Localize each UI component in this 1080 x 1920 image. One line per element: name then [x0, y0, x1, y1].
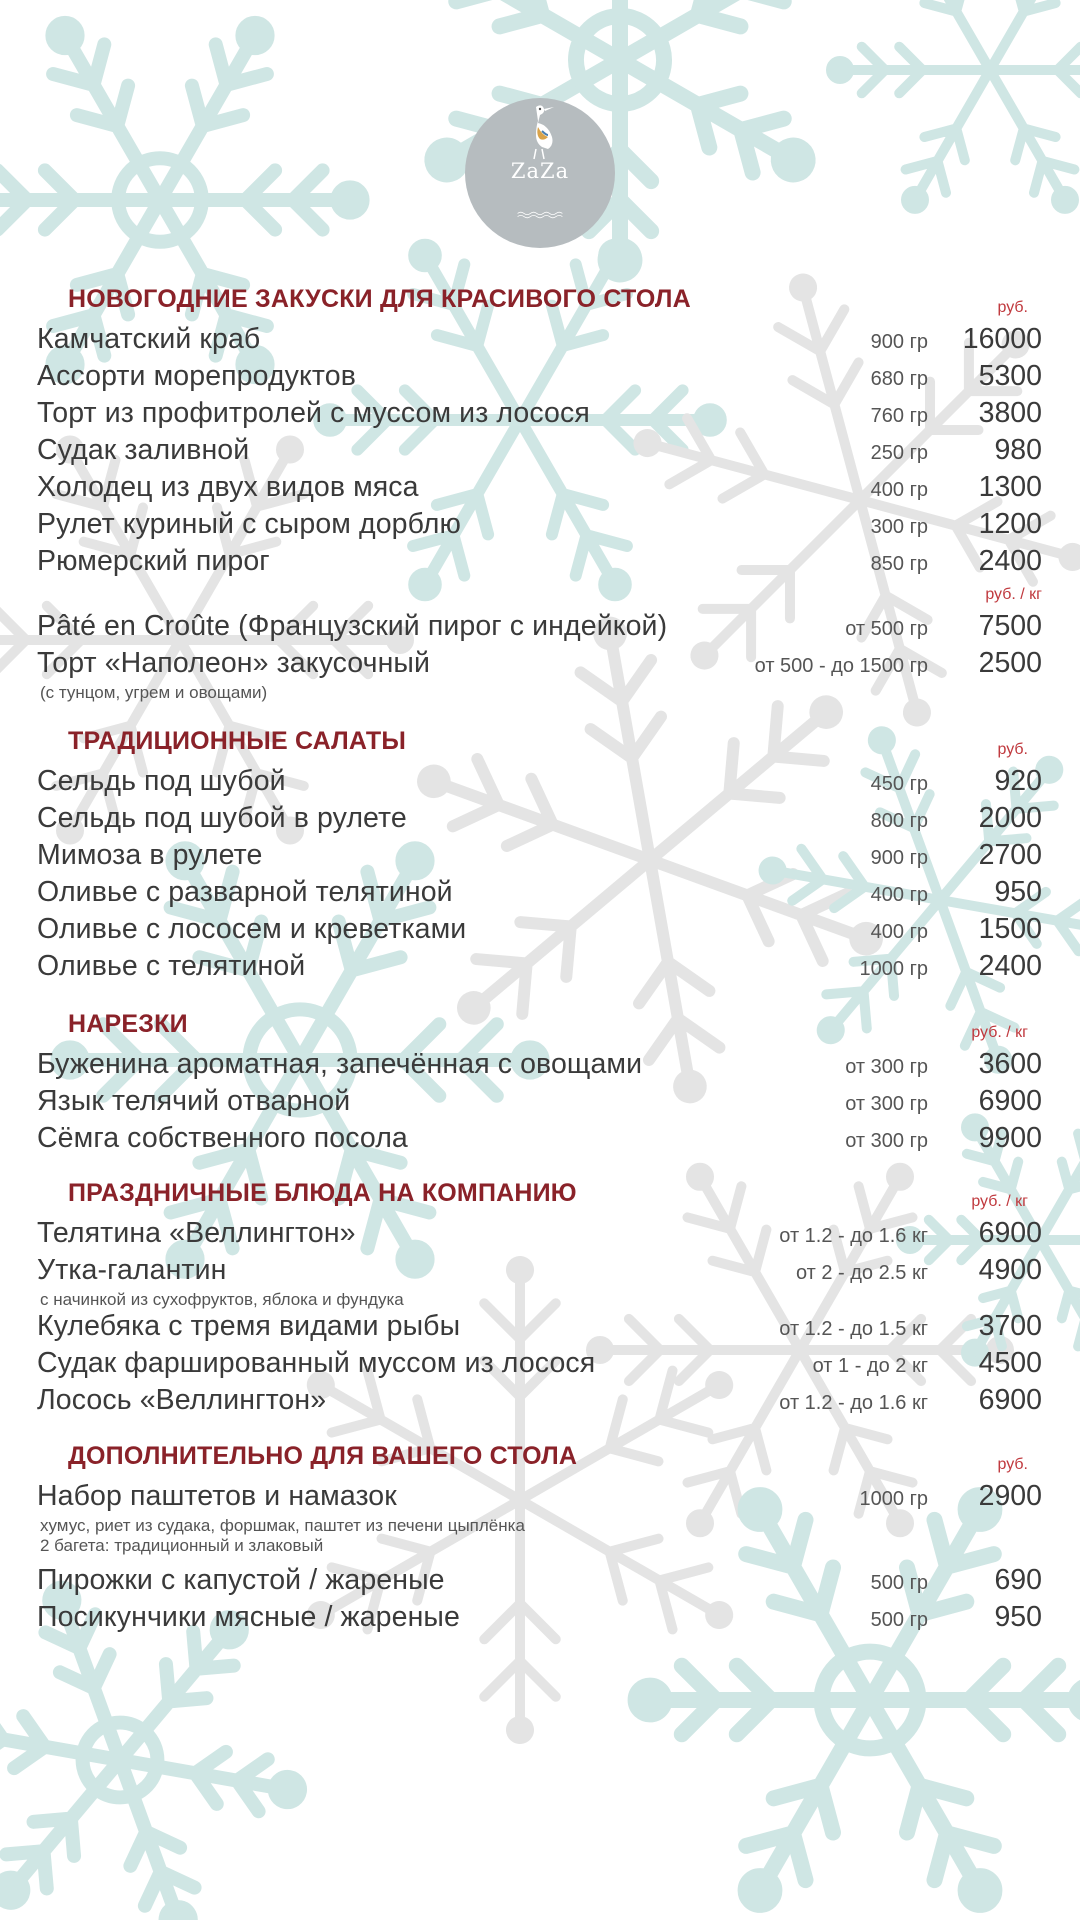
menu-item [0, 913, 1080, 950]
menu-item [0, 1480, 1080, 1564]
item-name: Холодец из двух видов мяса [37, 471, 419, 503]
item-weight: 680 гр [870, 368, 928, 390]
section-header [0, 1008, 1080, 1048]
menu-item [0, 397, 1080, 434]
item-price: 5300 [978, 360, 1042, 392]
menu-item [0, 471, 1080, 508]
menu-item [0, 1384, 1080, 1421]
menu-item [0, 1347, 1080, 1384]
item-price: 6900 [978, 1085, 1042, 1117]
item-name: Оливье с разварной телятиной [37, 876, 453, 908]
item-weight: 500 гр [870, 1609, 928, 1631]
item-weight: 760 гр [870, 405, 928, 427]
item-price: 2900 [978, 1480, 1042, 1512]
item-price: 9900 [978, 1122, 1042, 1154]
item-price: 1200 [978, 508, 1042, 540]
menu-item [0, 545, 1080, 582]
item-weight: от 500 - до 1500 гр [754, 655, 928, 677]
item-price: 3700 [978, 1310, 1042, 1342]
logo-brand-name: ZaZa [510, 159, 570, 183]
menu-item [0, 839, 1080, 876]
item-weight: 450 гр [870, 773, 928, 795]
item-name: Судак заливной [37, 434, 250, 466]
item-price: 950 [994, 1601, 1042, 1633]
item-price: 920 [994, 765, 1042, 797]
menu-item [0, 1601, 1080, 1638]
menu-item [0, 765, 1080, 802]
item-weight: от 1.2 - до 1.6 кг [779, 1225, 928, 1247]
item-weight: 900 гр [870, 847, 928, 869]
item-name: Рюмерский пирог [37, 545, 270, 577]
menu-item [0, 647, 1080, 703]
item-price: 16000 [962, 323, 1042, 355]
menu-item [0, 1048, 1080, 1085]
item-price: 950 [994, 876, 1042, 908]
item-name: Ассорти морепродуктов [37, 360, 356, 392]
item-name: Оливье с лососем и креветками [37, 913, 467, 945]
item-name: Телятина «Веллингтон» [37, 1217, 356, 1249]
item-name: Буженина ароматная, запечённая с овощами [37, 1048, 643, 1080]
item-weight: от 300 гр [845, 1056, 928, 1078]
section-title: ТРАДИЦИОННЫЕ САЛАТЫ [68, 727, 407, 755]
item-weight: 900 гр [870, 331, 928, 353]
section-header [0, 725, 1080, 765]
item-name: Pâté en Croûte (Французский пирог с индейкой) [37, 610, 668, 642]
item-weight: от 1.2 - до 1.5 кг [779, 1318, 928, 1340]
menu-item [0, 1122, 1080, 1159]
item-name: Торт «Наполеон» закусочный [37, 647, 431, 679]
item-name: Утка-галантин [37, 1254, 227, 1286]
item-price: 1500 [978, 913, 1042, 945]
item-note: (с тунцом, угрем и овощами) [40, 683, 268, 702]
menu-item [0, 610, 1080, 647]
menu-section [0, 1440, 1080, 1638]
item-price: 4500 [978, 1347, 1042, 1379]
menu-item [0, 1254, 1080, 1310]
item-name: Судак фаршированный муссом из лосося [37, 1347, 596, 1379]
item-name: Пирожки с капустой / жареные [37, 1564, 445, 1596]
item-weight: от 1 - до 2 кг [812, 1355, 928, 1377]
item-weight: 400 гр [870, 921, 928, 943]
item-price: 2700 [978, 839, 1042, 871]
item-name: Набор паштетов и намазок [37, 1480, 397, 1512]
menu-section [0, 1008, 1080, 1159]
item-price: 2400 [978, 950, 1042, 982]
menu-item [0, 1085, 1080, 1122]
item-price: 2000 [978, 802, 1042, 834]
item-name: Лосось «Веллингтон» [37, 1384, 327, 1416]
section-unit: руб. [997, 299, 1028, 316]
item-name: Сельдь под шубой [37, 765, 286, 797]
item-weight: от 2 - до 2.5 кг [795, 1262, 928, 1284]
item-weight: 1000 гр [859, 958, 928, 980]
item-name: Рулет куриный с сыром дорблю [37, 508, 461, 540]
section-title: НАРЕЗКИ [68, 1010, 188, 1038]
item-weight: 850 гр [870, 553, 928, 575]
menu-item [0, 950, 1080, 987]
item-weight: 250 гр [870, 442, 928, 464]
menu-section [0, 725, 1080, 987]
unit-divider [0, 582, 1080, 610]
item-price: 2400 [978, 545, 1042, 577]
item-name: Кулебяка с тремя видами рыбы [37, 1310, 461, 1342]
item-name: Сельдь под шубой в рулете [37, 802, 407, 834]
item-price: 3800 [978, 397, 1042, 429]
item-name: Торт из профитролей с муссом из лосося [37, 397, 590, 429]
item-weight: 500 гр [870, 1572, 928, 1594]
item-price: 1300 [978, 471, 1042, 503]
item-note: с начинкой из сухофруктов, яблока и фундука [40, 1290, 404, 1309]
item-price: 4900 [978, 1254, 1042, 1286]
item-price: 6900 [978, 1384, 1042, 1416]
item-price: 2500 [978, 647, 1042, 679]
item-weight: от 500 гр [845, 618, 928, 640]
item-price: 980 [994, 434, 1042, 466]
item-price: 690 [994, 1564, 1042, 1596]
menu-item [0, 1217, 1080, 1254]
item-weight: 800 гр [870, 810, 928, 832]
item-price: 3600 [978, 1048, 1042, 1080]
section-title: НОВОГОДНИЕ ЗАКУСКИ ДЛЯ КРАСИВОГО СТОЛА [68, 285, 691, 313]
item-weight: от 300 гр [845, 1093, 928, 1115]
menu-item [0, 360, 1080, 397]
item-weight: 400 гр [870, 479, 928, 501]
section-header [0, 1177, 1080, 1217]
item-price: 6900 [978, 1217, 1042, 1249]
menu-item [0, 802, 1080, 839]
section-title: ПРАЗДНИЧНЫЕ БЛЮДА НА КОМПАНИЮ [68, 1179, 577, 1207]
menu-item [0, 876, 1080, 913]
item-name: Язык телячий отварной [37, 1085, 351, 1117]
section-unit: руб. / кг [985, 586, 1042, 603]
section-unit: руб. [997, 741, 1028, 758]
menu-item [0, 434, 1080, 471]
menu-item [0, 1310, 1080, 1347]
menu-item [0, 1564, 1080, 1601]
section-unit: руб. [997, 1456, 1028, 1473]
menu-section [0, 283, 1080, 703]
menu-section [0, 1177, 1080, 1421]
item-name: Мимоза в рулете [37, 839, 263, 871]
item-note: хумус, риет из судака, форшмак, паштет из печени цыплёнка 2 багета: традиционный и злаковый [40, 1516, 525, 1555]
item-name: Сёмга собственного посола [37, 1122, 408, 1154]
section-header [0, 1440, 1080, 1480]
section-unit: руб. / кг [971, 1024, 1028, 1041]
item-name: Посикунчики мясные / жареные [37, 1601, 460, 1633]
menu-item [0, 508, 1080, 545]
item-weight: 400 гр [870, 884, 928, 906]
section-title: ДОПОЛНИТЕЛЬНО ДЛЯ ВАШЕГО СТОЛА [68, 1442, 578, 1470]
item-weight: 1000 гр [859, 1488, 928, 1510]
section-unit: руб. / кг [971, 1193, 1028, 1210]
item-weight: от 1.2 - до 1.6 кг [779, 1392, 928, 1414]
item-weight: от 300 гр [845, 1130, 928, 1152]
item-name: Камчатский краб [37, 323, 261, 355]
item-price: 7500 [978, 610, 1042, 642]
section-header [0, 283, 1080, 323]
item-weight: 300 гр [870, 516, 928, 538]
item-name: Оливье с телятиной [37, 950, 306, 982]
menu-item [0, 323, 1080, 360]
